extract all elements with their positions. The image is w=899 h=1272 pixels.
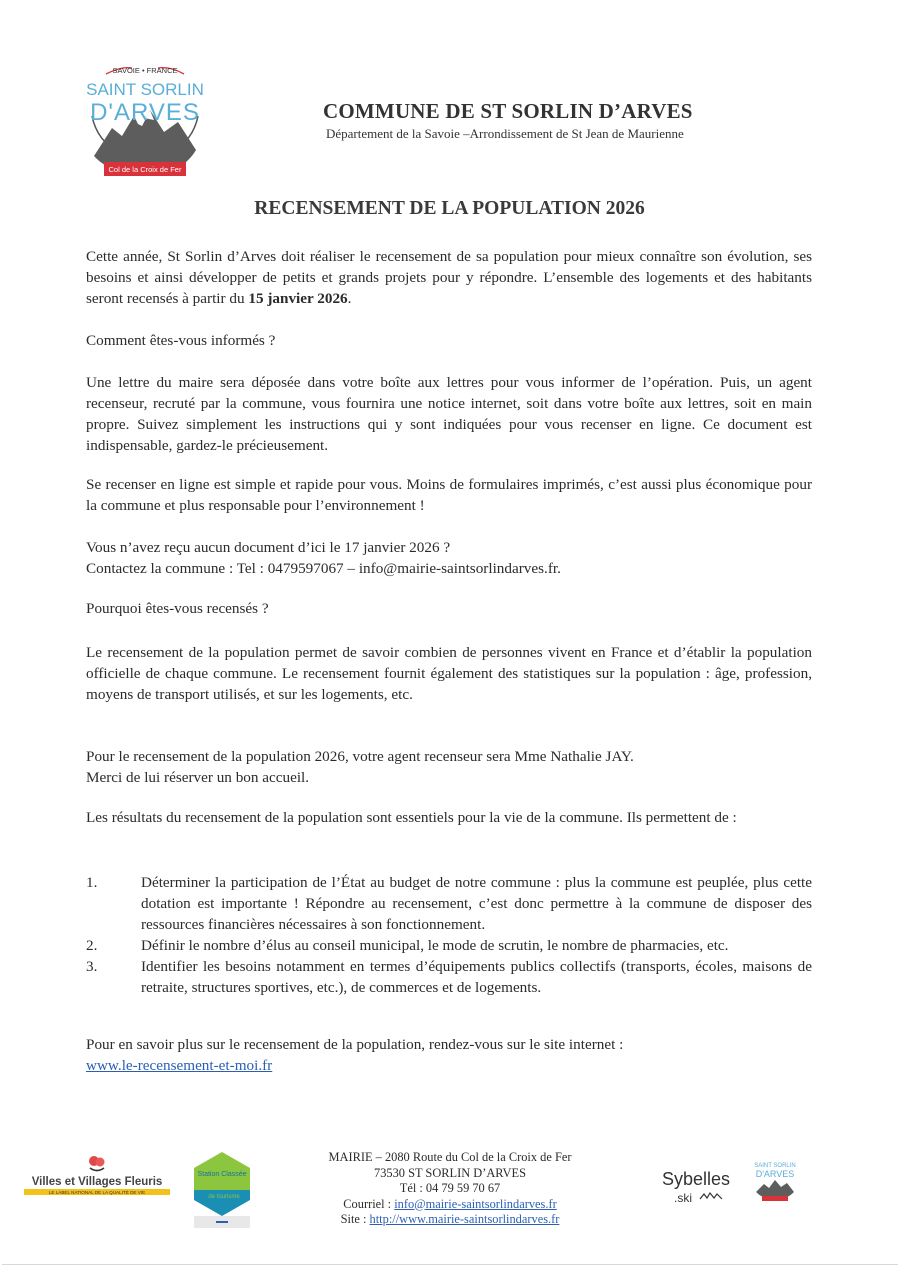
site-label: Site :: [340, 1212, 370, 1226]
list-item: [86, 935, 812, 956]
online-paragraph: Se recenser en ligne est simple et rapide pour vous. Moins de formulaires imprimés, c’est aussi plus économique pour la commune et plus responsable pour l’environnement !: [86, 476, 812, 514]
svg-text:Col de la Croix de Fer: Col de la Croix de Fer: [108, 165, 182, 174]
svg-text:D'ARVES: D'ARVES: [755, 1169, 795, 1179]
info-paragraph: Une lettre du maire sera déposée dans votre boîte aux lettres pour vous informer de l’opération. Puis, un agent recenseur, recruté par la commune, vous fournira une notice internet, soit dans votre boîte aux lettres, soit en main propre. Suivez simplement les instructions qui y sont indiquées pour vous recenser en ligne. Ce document est indispensable, gardez-le précieusement.: [86, 374, 812, 454]
contact-line-2: Contactez la commune : Tel : 0479597067 – info@mairie-saintsorlindarves.fr.: [86, 560, 561, 577]
contact-paragraph: [86, 537, 812, 579]
commune-logo: [82, 58, 208, 182]
recensement-link[interactable]: www.le-recensement-et-moi.fr: [86, 1057, 273, 1074]
email-line: [300, 1197, 600, 1213]
site-line: [300, 1212, 600, 1228]
sybelles-graphic: [660, 1165, 735, 1210]
agent-paragraph: [86, 746, 812, 788]
list-item-number: 2.: [86, 937, 98, 954]
list-item-number: 3.: [86, 958, 98, 975]
sybelles-logo: [660, 1165, 735, 1210]
svg-text:Sybelles: Sybelles: [662, 1169, 731, 1189]
address-line-1: MAIRIE – 2080 Route du Col de la Croix de Fer: [328, 1150, 572, 1164]
villes-villages-fleuris-logo: [22, 1155, 172, 1200]
station-classee-logo: [192, 1150, 252, 1230]
agent-line-2: Merci de lui réserver un bon accueil.: [86, 769, 310, 786]
svg-text:D'ARVES: D'ARVES: [90, 99, 200, 126]
list-item-number: 1.: [86, 874, 98, 891]
station-classee-graphic: [192, 1150, 252, 1230]
svg-text:de tourisme: de tourisme: [208, 1194, 240, 1200]
intro-end: .: [347, 290, 352, 307]
phone: Tél : 04 79 59 70 67: [399, 1181, 501, 1195]
commune-mini-logo: [752, 1156, 798, 1204]
page-bottom-rule: [2, 1264, 898, 1265]
email-label: Courriel :: [343, 1196, 395, 1211]
mairie-address: [300, 1150, 600, 1228]
email-link[interactable]: info@mairie-saintsorlindarves.fr: [394, 1196, 557, 1211]
list-item-text: Déterminer la participation de l’État au budget de notre commune : plus la commune est peuplée, plus cette dotation est importante ! Répondre au recensement, c’est donc permettre à la commune de disposer des ressources financières nécessaires à son fonctionnement.: [141, 874, 812, 933]
site-link[interactable]: http://www.mairie-saintsorlindarves.fr: [369, 1212, 560, 1226]
commune-logo-graphic: [82, 58, 208, 182]
why-paragraph: Le recensement de la population permet de savoir combien de personnes vivent en France et d’établir la population officielle de chaque commune. Le recensement fournit également des statistiques sur la population : âge, profession, moyens de transport utilisés, et sur les logements, etc.: [86, 644, 812, 703]
results-paragraph: Les résultats du recensement de la population sont essentiels pour la vie de la commune. Ils permettent de :: [86, 809, 737, 826]
intro-date: 15 janvier 2026: [248, 290, 348, 307]
svg-text:SAINT SORLIN: SAINT SORLIN: [86, 80, 204, 99]
commune-title: COMMUNE DE ST SORLIN D’ARVES: [323, 99, 693, 123]
flower-icon: [22, 1155, 172, 1200]
agent-line-1: Pour le recensement de la population 2026, votre agent recenseur sera Mme Nathalie JAY.: [86, 748, 634, 765]
contact-line-1: Vous n’avez reçu aucun document d’ici le 17 janvier 2026 ?: [86, 539, 451, 556]
list-item: [86, 872, 812, 935]
more-info-text: Pour en savoir plus sur le recensement de la population, rendez-vous sur le site internet :: [86, 1036, 624, 1053]
intro-text: Cette année, St Sorlin d’Arves doit réaliser le recensement de sa population pour mieux connaître son évolution, ses besoins et ainsi développer de petits et grands projets pour y répondre. L’ensemble des logements et des habitants seront recensés à partir du: [86, 248, 812, 307]
question-why: Pourquoi êtes-vous recensés ?: [86, 600, 269, 617]
list-item-text: Définir le nombre d’élus au conseil municipal, le mode de scrutin, le nombre de pharmacies, etc.: [141, 937, 729, 954]
commune-subtitle: Département de la Savoie –Arrondissement de St Jean de Maurienne: [326, 126, 684, 141]
more-info-paragraph: [86, 1034, 812, 1076]
svg-text:SAINT SORLIN: SAINT SORLIN: [754, 1163, 796, 1169]
commune-mini-graphic: [752, 1156, 798, 1204]
svg-text:.ski: .ski: [674, 1191, 692, 1205]
svg-text:Villes et Villages Fleuris: Villes et Villages Fleuris: [31, 1176, 163, 1188]
benefits-list: [86, 872, 812, 998]
svg-text:LE LABEL NATIONAL DE LA QUALIT: LE LABEL NATIONAL DE LA QUALITÉ DE VIE: [48, 1190, 146, 1195]
list-item-text: Identifier les besoins notamment en termes d’équipements publics collectifs (transports, écoles, maisons de retraite, structures sportives, etc.), de commerces et de logements.: [141, 958, 812, 996]
svg-text:Station Classée: Station Classée: [197, 1171, 247, 1178]
question-informed: Comment êtes-vous informés ?: [86, 332, 276, 349]
address-line-2: 73530 ST SORLIN D’ARVES: [374, 1165, 526, 1180]
svg-text:SAVOIE • FRANCE: SAVOIE • FRANCE: [112, 66, 178, 75]
intro-paragraph: [86, 246, 812, 309]
document-title: RECENSEMENT DE LA POPULATION 2026: [254, 198, 645, 219]
list-item: [86, 956, 812, 998]
